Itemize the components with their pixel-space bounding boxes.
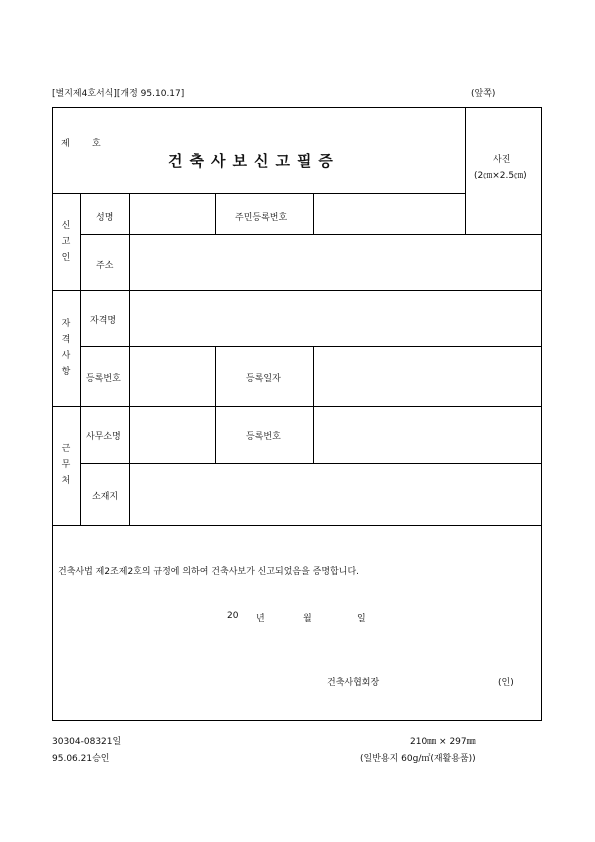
divider-resident-id [313, 193, 314, 234]
page-side-label: (앞쪽) [471, 89, 496, 99]
field-resident-id-label: 주민등록번호 [235, 213, 288, 223]
divider-registration-no [215, 346, 216, 406]
field-registration-no-label: 등록번호 [86, 374, 121, 384]
divider-reporter-section [52, 290, 542, 291]
section-workplace-char: 처 [61, 476, 71, 486]
field-office-reg-no-label: 등록번호 [246, 432, 281, 442]
section-workplace-char: 무 [61, 460, 71, 470]
seal-mark: (인) [498, 678, 514, 688]
date-year-unit: 년 [256, 614, 265, 624]
date-day-unit: 일 [357, 614, 366, 624]
photo-size: (2㎝×2.5㎝) [474, 171, 527, 181]
divider-label-column [129, 193, 130, 525]
field-name-label: 성명 [96, 213, 114, 223]
date-month-unit: 월 [303, 614, 312, 624]
section-reporter-char: 고 [61, 237, 71, 247]
section-qualification [59, 316, 73, 380]
paper-type: (일반용지 60g/㎡(재활용품)) [360, 754, 476, 764]
form-title: 건축사보신고필증 [168, 152, 340, 170]
section-workplace [59, 441, 73, 489]
divider-name-row [80, 234, 542, 235]
section-qualification-char: 격 [61, 335, 71, 345]
number-label-prefix: 제 [61, 139, 70, 149]
section-workplace-char: 근 [61, 444, 71, 454]
field-registration-date-label: 등록일자 [246, 374, 281, 384]
field-office-name-label: 사무소명 [86, 432, 121, 442]
paper-size: 210㎜ × 297㎜ [410, 737, 476, 747]
divider-name-value [215, 193, 216, 234]
divider-office-name [215, 406, 216, 463]
divider-office-row [80, 463, 542, 464]
number-label-suffix: 호 [92, 139, 101, 149]
divider-office-reg [313, 406, 314, 463]
date-year: 20 [227, 611, 239, 621]
field-license-name-label: 자격명 [90, 316, 117, 326]
divider-title-bottom [52, 193, 465, 194]
field-address-label: 주소 [96, 261, 114, 271]
section-reporter [59, 218, 73, 266]
field-location-label: 소재지 [92, 492, 119, 502]
divider-registration-date [313, 346, 314, 406]
certification-statement: 건축사법 제2조제2호의 규정에 의하여 건축사보가 신고되었음을 증명합니다. [58, 567, 359, 577]
divider-qualification-section [52, 406, 542, 407]
approval-number: 30304-08321일 [52, 737, 122, 747]
section-reporter-char: 인 [61, 253, 71, 263]
section-qualification-char: 사 [61, 351, 71, 361]
divider-photo-box [465, 107, 466, 234]
photo-label: 사진 [493, 155, 511, 165]
section-qualification-char: 자 [61, 319, 71, 329]
approval-date: 95.06.21승인 [52, 754, 110, 764]
issuer-name: 건축사협회장 [327, 678, 380, 688]
divider-license-row [80, 346, 542, 347]
section-reporter-char: 신 [61, 221, 71, 231]
form-code: [별지제4호서식][개정 95.10.17] [52, 89, 185, 99]
section-qualification-char: 항 [61, 367, 71, 377]
form-frame [52, 107, 542, 721]
divider-section-column [80, 193, 81, 525]
divider-workplace-section [52, 525, 542, 526]
